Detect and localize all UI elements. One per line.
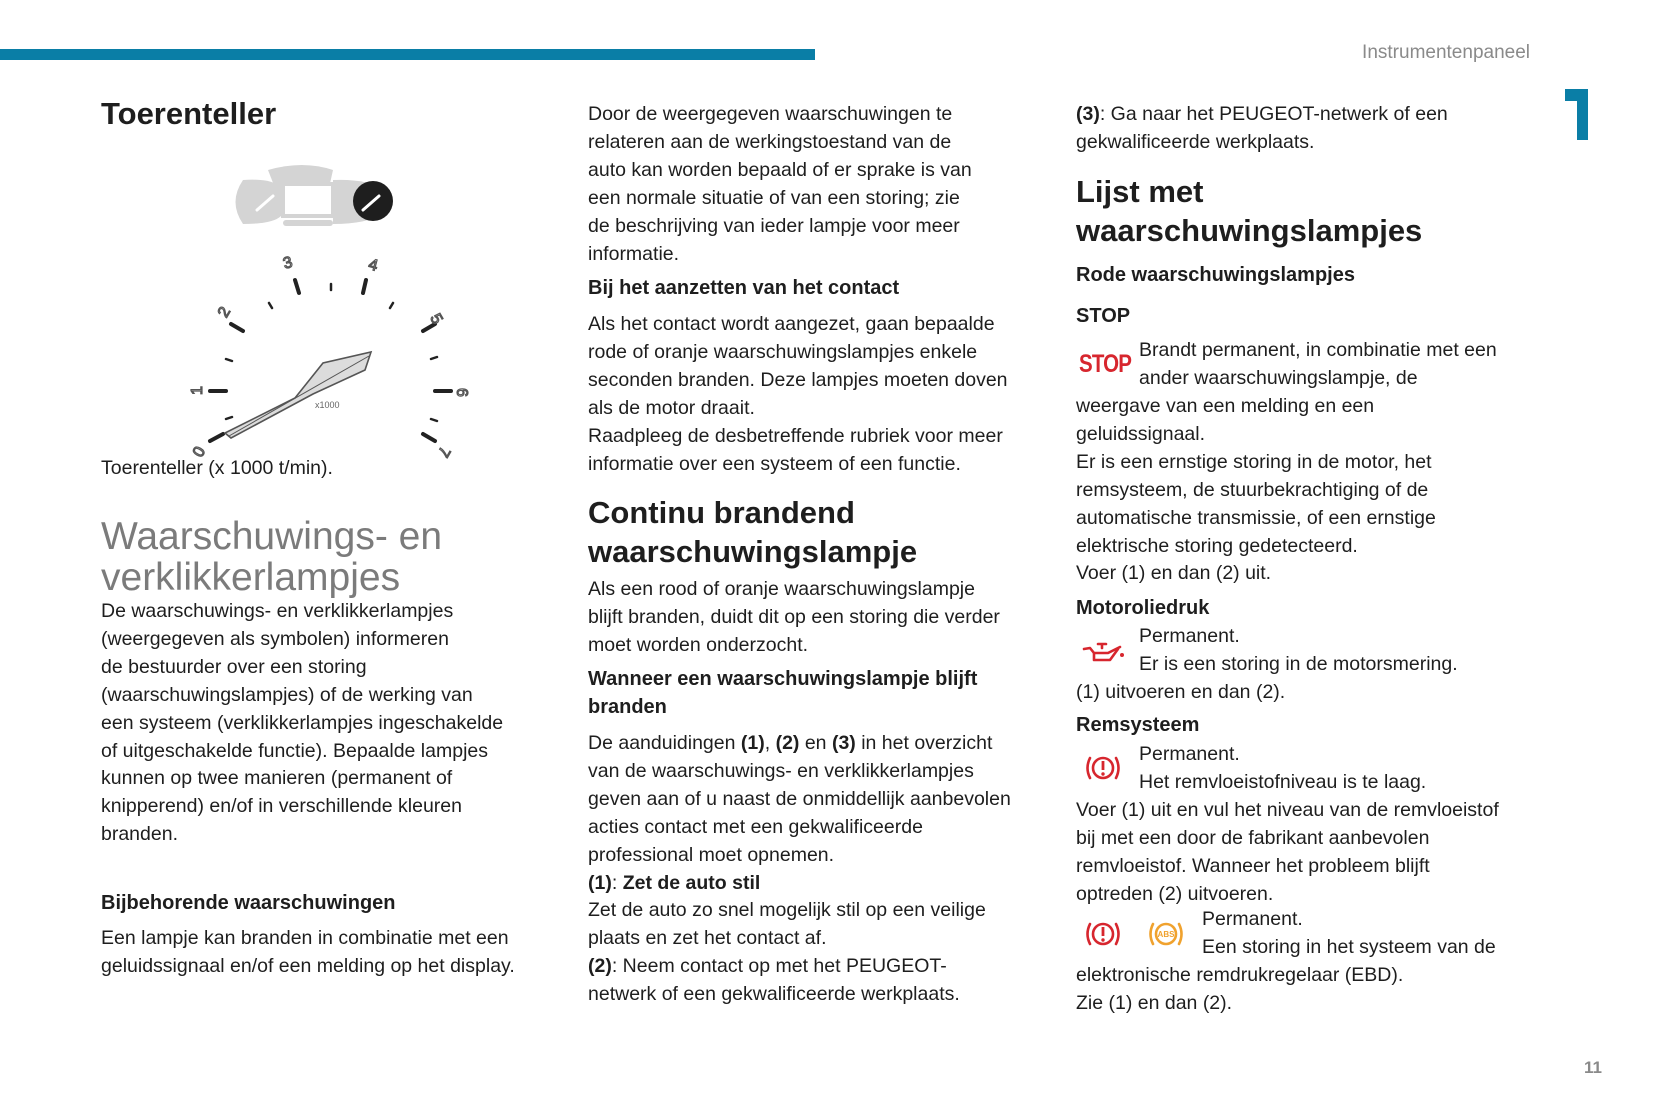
heading-waarschuwings-line2: verklikkerlampjes — [101, 556, 401, 599]
figure-caption: Toerenteller (x 1000 t/min). — [101, 457, 333, 479]
aanzetten-paragraph: Als het contact wordt aangezet, gaan bepaalde rode of oranje waarschuwingslampjes enkele seconden branden. Deze lampjes moeten doven als de motor draait. Raadpleeg de desbetreffende rubriek voor meer informatie over een systeem of een functie. — [588, 313, 1008, 475]
subheading-wanneer: Wanneer een waarschuwingslampje blijft branden — [588, 668, 978, 718]
brake-warning-icon — [1084, 752, 1122, 784]
tick-5: 5 — [426, 311, 446, 328]
brake-text: Voer (1) uit en vul het niveau van de remvloeistof bij met een door de fabrikant aanbevolen remvloeistof. Wanneer het probleem blijft optreden (2) uitvoeren. — [1076, 799, 1499, 905]
stop-text: weergave van een melding en een geluidssignaal. Er is een ernstige storing in de motor, het remsysteem, de stuurbekrachtiging of de automatische transmissie, of een ernstige elektrische storing gedetecteerd. Voer (1) en dan (2) uit. — [1076, 395, 1436, 585]
step3-paragraph: (3): Ga naar het PEUGEOT-netwerk of een gekwalificeerde werkplaats. — [1076, 103, 1448, 153]
heading-lijst-line1: Lijst met — [1076, 174, 1204, 209]
heading-continu-line2: waarschuwingslampje — [588, 534, 918, 569]
stop-warning-icon: STOP — [1079, 350, 1132, 378]
instrument-cluster-icon — [236, 165, 394, 226]
subheading-bijbehorende: Bijbehorende waarschuwingen — [101, 892, 396, 914]
tick-4: 4 — [366, 256, 380, 275]
oil-text: (1) uitvoeren en dan (2). — [1076, 681, 1286, 703]
section-title: Instrumentenpaneel — [1362, 42, 1530, 63]
heading-waarschuwings-line1: Waarschuwings- en — [101, 515, 443, 558]
brake-title: Remsysteem — [1076, 714, 1200, 736]
chapter-number-marker — [1565, 89, 1588, 140]
unit-label: x1000 — [315, 400, 340, 410]
heading-toerenteller: Toerenteller — [101, 96, 277, 131]
intro-paragraph-2: Door de weergegeven waarschuwingen te relateren aan de werkingstoestand van de auto kan worden bepaald of er sprake is van een normale situatie of van een storing; zie de beschrijving van ieder lampje voor meer informatie. — [588, 103, 972, 265]
continu-paragraph: Als een rood of oranje waarschuwingslampje blijft branden, duidt dit op een storing die verder moet worden onderzocht. — [588, 578, 1000, 656]
heading-continu-line1: Continu brandend — [588, 495, 855, 530]
abs-warning-icon — [1147, 918, 1185, 950]
tick-6: 6 — [453, 388, 470, 397]
intro-paragraph: De waarschuwings- en verklikkerlampjes (weergegeven als symbolen) informeren de bestuurder over een storing (waarschuwingslampjes) of de werking van een systeem (verklikkerlampjes ingeschakelde of uitgeschakelde functie). Bepaalde lampjes kunnen op twee manieren (permanent of knipperend) en/of in verschillende kleuren branden. — [101, 600, 504, 846]
page-number: 11 — [1584, 1058, 1602, 1077]
oil-indented-text: Permanent. Er is een storing in de motorsmering. — [1139, 625, 1458, 675]
header-accent-bar — [0, 49, 815, 60]
tachometer-illustration — [183, 158, 483, 468]
subheading-aanzetten: Bij het aanzetten van het contact — [588, 277, 900, 299]
ebd-indented-text: Permanent. Een storing in het systeem van de — [1202, 908, 1496, 958]
tick-1: 1 — [189, 386, 206, 395]
oil-pressure-icon — [1082, 640, 1126, 664]
stop-title: STOP — [1076, 305, 1131, 327]
tick-2: 2 — [214, 304, 235, 321]
brake-warning-icon-ebd — [1084, 918, 1122, 950]
indications-paragraph: De aanduidingen (1), (2) en (3) in het overzicht van de waarschuwings- en verklikkerlampjes geven aan of u naast de onmiddellijk aanbevolen acties contact met een gekwalificeerde professional moet opnemen. (1): Zet de auto stil Zet de auto zo snel mogelijk stil op een veilige plaats en zet het contact af. (2): Neem contact op met het PEUGEOT- netwerk of een gekwalificeerde werkplaats. — [588, 732, 1011, 1006]
svg-text:ABS: ABS — [1157, 930, 1175, 939]
brake-indented-text: Permanent. Het remvloeistofniveau is te laag. — [1139, 743, 1427, 793]
subheading-rode: Rode waarschuwingslampjes — [1076, 264, 1355, 286]
tick-7: 7 — [433, 443, 454, 460]
tick-0: 0 — [189, 443, 210, 461]
heading-lijst-line2: waarschuwingslampjes — [1076, 213, 1423, 248]
stop-indented-text: Brandt permanent, in combinatie met een ander waarschuwingslampje, de — [1139, 339, 1497, 389]
tick-3: 3 — [281, 253, 295, 273]
bijbehorende-paragraph: Een lampje kan branden in combinatie met een geluidssignaal en/of een melding op het display. — [101, 927, 515, 977]
ebd-text: elektronische remdrukregelaar (EBD). Zie (1) en dan (2). — [1076, 964, 1404, 1014]
oil-title: Motoroliedruk — [1076, 597, 1210, 619]
